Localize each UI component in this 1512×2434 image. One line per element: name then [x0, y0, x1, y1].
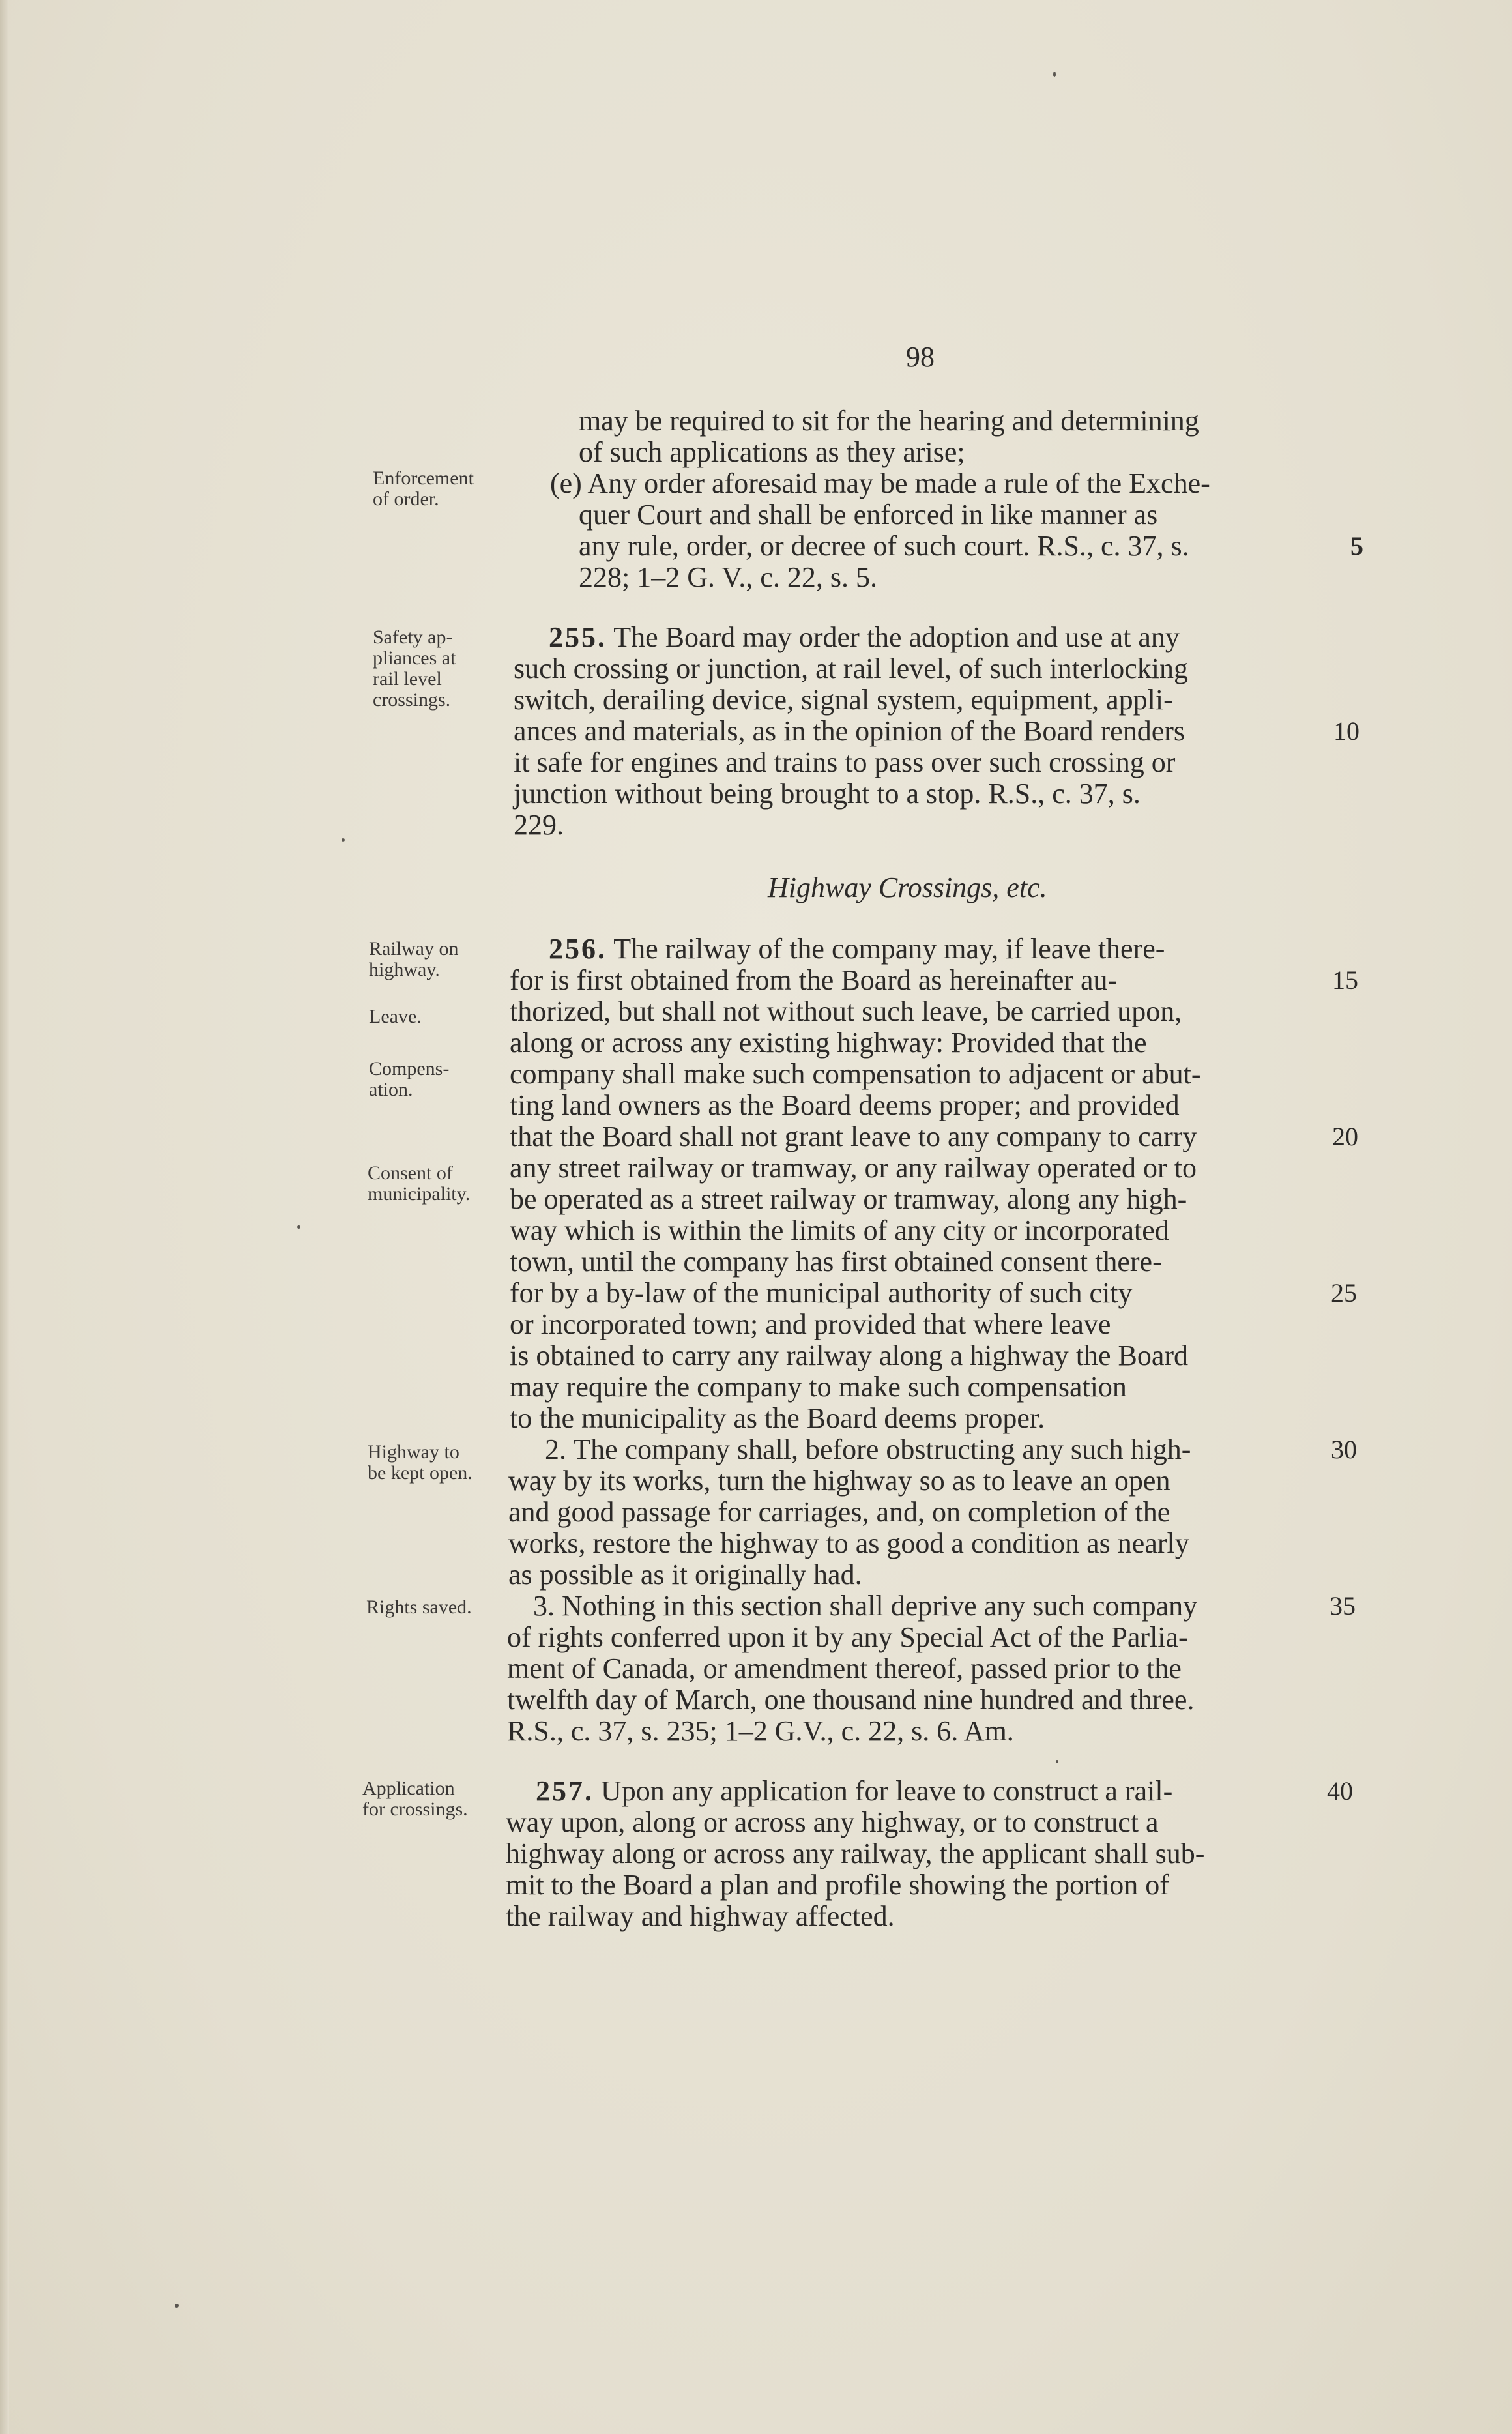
margin-note-consent [368, 1163, 470, 1205]
body-line: 3. Nothing in this section shall deprive any such company [533, 1590, 1198, 1622]
body-line: thorized, but shall not without such leave, be carried upon, [510, 995, 1182, 1027]
line-number: 20 [1332, 1122, 1358, 1151]
margin-note-line: ation. [369, 1079, 413, 1100]
body-line: is obtained to carry any railway along a highway the Board [510, 1340, 1189, 1371]
section-heading: Highway Crossings, etc. [768, 872, 1047, 903]
body-line: switch, derailing device, signal system, equipment, appli- [514, 684, 1173, 716]
body-line: or incorporated town; and provided that where leave [510, 1308, 1111, 1340]
body-line: twelfth day of March, one thousand nine hundred and three. [507, 1684, 1195, 1716]
margin-note-line: Compens- [369, 1058, 450, 1079]
margin-note-line: highway. [369, 959, 440, 980]
body-line: may be required to sit for the hearing and determining [579, 405, 1199, 437]
body-line: along or across any existing highway: Provided that the [510, 1027, 1147, 1059]
body-line: ting land owners as the Board deems proper; and provided [510, 1089, 1180, 1121]
body-line: any rule, order, or decree of such court. R.S., c. 37, s. [579, 530, 1189, 562]
body-line: 2. The company shall, before obstructing any such high- [545, 1433, 1191, 1465]
body-line: ances and materials, as in the opinion of the Board renders [514, 715, 1185, 747]
section-number: 255. [549, 621, 607, 653]
body-line: works, restore the highway to as good a condition as nearly [508, 1527, 1189, 1559]
paper-speck [1056, 1760, 1058, 1763]
paper-speck [297, 1225, 300, 1229]
body-line: town, until the company has first obtained consent there- [510, 1246, 1162, 1278]
margin-note-line: be kept open. [368, 1462, 472, 1484]
body-line: it safe for engines and trains to pass over such crossing or [514, 746, 1176, 778]
body-line: for by a by-law of the municipal authority of such city [510, 1277, 1133, 1309]
body-line: of rights conferred upon it by any Special Act of the Parlia- [507, 1621, 1188, 1653]
margin-note-line: Consent of [368, 1162, 453, 1184]
body-line: highway along or across any railway, the applicant shall sub- [506, 1838, 1205, 1869]
page-edge [0, 0, 9, 2434]
body-line: way upon, along or across any highway, or to construct a [506, 1806, 1159, 1838]
section-paragraph-257 [536, 1776, 1172, 1807]
body-line: and good passage for carriages, and, on completion of the [508, 1496, 1170, 1528]
line-number: 30 [1331, 1435, 1357, 1464]
line-number: 10 [1333, 716, 1359, 746]
body-line: quer Court and shall be enforced in like manner as [579, 499, 1158, 531]
margin-note-railway-on-highway [369, 939, 458, 980]
margin-note-line: Rights saved. [366, 1596, 472, 1618]
body-text: The railway of the company may, if leave there- [607, 933, 1165, 965]
paper-speck [342, 838, 345, 842]
page-number: 98 [906, 341, 935, 373]
body-line: to the municipality as the Board deems proper. [510, 1402, 1045, 1434]
margin-note-line: pliances at [373, 647, 456, 669]
margin-note-highway-kept-open [368, 1442, 472, 1484]
body-line: ment of Canada, or amendment thereof, passed prior to the [507, 1652, 1182, 1684]
margin-note-line: Enforcement [373, 467, 474, 489]
body-line: company shall make such compensation to adjacent or abut- [510, 1058, 1201, 1090]
margin-note-safety [373, 627, 456, 711]
margin-note-line: rail level [373, 668, 442, 690]
body-line: that the Board shall not grant leave to any company to carry [510, 1121, 1197, 1152]
body-line: way which is within the limits of any city or incorporated [510, 1214, 1169, 1246]
margin-note-line: Highway to [368, 1441, 459, 1463]
margin-note-line: Railway on [369, 938, 459, 960]
body-line: such crossing or junction, at rail level, of such interlocking [514, 652, 1188, 684]
margin-note-compensation [369, 1059, 449, 1100]
body-text: Upon any application for leave to construct a rail- [594, 1775, 1173, 1807]
section-number: 257. [536, 1775, 594, 1807]
margin-note-line: of order. [373, 488, 439, 510]
section-paragraph-255 [549, 622, 1180, 653]
line-number: 35 [1330, 1591, 1356, 1620]
body-line: may require the company to make such compensation [510, 1371, 1127, 1403]
margin-note-line: Safety ap- [373, 626, 453, 648]
body-line: of such applications as they arise; [579, 436, 965, 468]
line-number: 5 [1350, 531, 1363, 561]
body-line: any street railway or tramway, or any railway operated or to [510, 1152, 1197, 1184]
body-line: as possible as it originally had. [508, 1559, 862, 1591]
section-number: 256. [549, 933, 607, 965]
margin-note-line: for crossings. [362, 1798, 468, 1820]
line-number: 40 [1327, 1776, 1353, 1806]
section-paragraph-256 [549, 933, 1165, 965]
margin-note-leave [369, 1006, 422, 1027]
margin-note-enforcement [373, 468, 474, 510]
body-line: mit to the Board a plan and profile showing the portion of [506, 1869, 1169, 1901]
margin-note-line: Application [362, 1778, 455, 1799]
body-text: The Board may order the adoption and use at any [607, 621, 1180, 653]
body-line: 228; 1–2 G. V., c. 22, s. 5. [579, 561, 877, 593]
body-line: R.S., c. 37, s. 235; 1–2 G.V., c. 22, s. 6. Am. [507, 1715, 1014, 1747]
body-line: 229. [514, 809, 564, 841]
body-line: the railway and highway affected. [506, 1900, 895, 1932]
body-line: be operated as a street railway or tramway, along any high- [510, 1183, 1187, 1215]
paper-speck [1053, 72, 1056, 77]
paper-speck [175, 2304, 179, 2308]
margin-note-line: Leave. [369, 1006, 422, 1027]
body-line: junction without being brought to a stop. R.S., c. 37, s. [514, 778, 1141, 810]
body-line: (e) Any order aforesaid may be made a rule of the Exche- [550, 467, 1210, 499]
margin-note-line: municipality. [368, 1183, 471, 1205]
margin-note-line: crossings. [373, 689, 451, 711]
body-line: for is first obtained from the Board as hereinafter au- [510, 964, 1118, 996]
margin-note-application [362, 1778, 468, 1820]
line-number: 25 [1331, 1278, 1357, 1308]
line-number: 15 [1332, 965, 1358, 995]
margin-note-rights-saved [366, 1597, 472, 1618]
body-line: way by its works, turn the highway so as to leave an open [508, 1465, 1170, 1497]
